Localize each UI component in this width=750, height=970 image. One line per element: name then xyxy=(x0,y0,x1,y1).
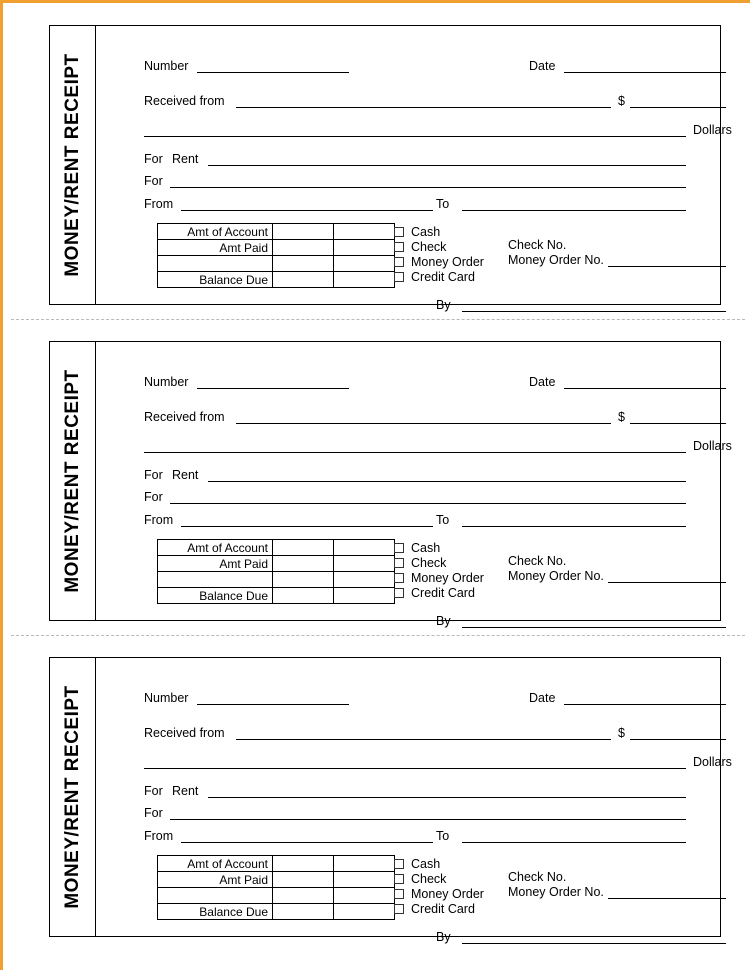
payment-option-label: Credit Card xyxy=(411,585,475,600)
from-label: From xyxy=(144,829,174,843)
checkbox-icon[interactable] xyxy=(394,242,404,252)
checkbox-icon[interactable] xyxy=(394,272,404,282)
date-input[interactable] xyxy=(564,704,726,705)
balance-due-cents[interactable] xyxy=(334,588,395,604)
by-input[interactable] xyxy=(462,943,726,944)
checkbox-icon[interactable] xyxy=(394,573,404,583)
amount-input[interactable] xyxy=(630,107,726,108)
received-from-label: Received from xyxy=(144,726,225,740)
receipt-title-strip xyxy=(50,342,96,620)
blank-row-label xyxy=(158,888,273,904)
checkbox-icon[interactable] xyxy=(394,227,404,237)
number-label: Number xyxy=(144,691,189,705)
payment-option-credit-card[interactable] xyxy=(394,585,484,600)
for-label: For xyxy=(144,490,163,504)
payment-option-label: Credit Card xyxy=(411,269,475,284)
amt-of-account-label: Amt of Account xyxy=(158,224,273,240)
table-row xyxy=(158,272,395,288)
amt-paid-label: Amt Paid xyxy=(158,556,273,572)
blank-row-label xyxy=(158,572,273,588)
from-label: From xyxy=(144,197,174,211)
payment-option-label: Check xyxy=(411,555,447,570)
payment-option-label: Cash xyxy=(411,540,441,555)
blank-row-cents[interactable] xyxy=(334,256,395,272)
payment-option-label: Check xyxy=(411,239,447,254)
for-input[interactable] xyxy=(170,503,686,504)
amt-paid-label: Amt Paid xyxy=(158,240,273,256)
date-label: Date xyxy=(529,691,556,705)
amt-paid-dollars[interactable] xyxy=(273,556,334,572)
amount-words-input[interactable] xyxy=(144,136,686,137)
amt-of-account-cents[interactable] xyxy=(334,540,395,556)
receipt-1 xyxy=(49,25,732,312)
dollar-sign-label: $ xyxy=(618,410,625,424)
number-label: Number xyxy=(144,375,189,389)
amt-of-account-dollars[interactable] xyxy=(273,540,334,556)
checkbox-icon[interactable] xyxy=(394,588,404,598)
amt-of-account-cents[interactable] xyxy=(334,856,395,872)
for-rent-input[interactable] xyxy=(208,165,686,166)
for-label: For xyxy=(144,174,163,188)
amount-table xyxy=(157,539,395,604)
for-rent-label: Rent xyxy=(172,468,199,482)
dollars-label: Dollars xyxy=(693,755,732,769)
balance-due-cents[interactable] xyxy=(334,272,395,288)
date-label: Date xyxy=(529,375,556,389)
by-label: By xyxy=(436,614,451,628)
received-from-label: Received from xyxy=(144,94,225,108)
check-no-label: Check No. xyxy=(508,554,567,568)
money-order-no-input[interactable] xyxy=(608,898,726,899)
to-label: To xyxy=(436,197,450,211)
receipt-body xyxy=(96,26,732,312)
payment-option-label: Credit Card xyxy=(411,901,475,916)
balance-due-dollars[interactable] xyxy=(273,588,334,604)
payment-methods xyxy=(394,856,484,916)
receipt-2 xyxy=(49,341,732,628)
table-row xyxy=(158,556,395,572)
amount-table xyxy=(157,223,395,288)
table-row xyxy=(158,904,395,920)
balance-due-dollars[interactable] xyxy=(273,272,334,288)
checkbox-icon[interactable] xyxy=(394,558,404,568)
payment-option-check[interactable] xyxy=(394,871,484,886)
checkbox-icon[interactable] xyxy=(394,543,404,553)
payment-option-label: Money Order xyxy=(411,570,484,585)
table-row xyxy=(158,872,395,888)
table-row xyxy=(158,856,395,872)
tear-line-2 xyxy=(11,635,745,636)
payment-methods xyxy=(394,224,484,284)
to-input[interactable] xyxy=(462,210,686,211)
blank-row-dollars[interactable] xyxy=(273,256,334,272)
for-rent-prefix-label: For xyxy=(144,468,163,482)
check-no-label: Check No. xyxy=(508,870,567,884)
blank-row-dollars[interactable] xyxy=(273,572,334,588)
amount-words-input[interactable] xyxy=(144,452,686,453)
received-from-label: Received from xyxy=(144,410,225,424)
table-row xyxy=(158,240,395,256)
balance-due-dollars[interactable] xyxy=(273,904,334,920)
number-label: Number xyxy=(144,59,189,73)
from-input[interactable] xyxy=(181,842,433,843)
payment-option-label: Check xyxy=(411,871,447,886)
date-input[interactable] xyxy=(564,72,726,73)
payment-option-label: Money Order xyxy=(411,254,484,269)
received-from-input[interactable] xyxy=(236,739,611,740)
receipt-body xyxy=(96,342,732,628)
payment-option-cash[interactable] xyxy=(394,224,484,239)
money-order-no-label: Money Order No. xyxy=(508,569,604,583)
number-input[interactable] xyxy=(197,388,349,389)
by-input[interactable] xyxy=(462,627,726,628)
payment-option-money-order[interactable] xyxy=(394,570,484,585)
payment-option-cash[interactable] xyxy=(394,540,484,555)
check-no-label: Check No. xyxy=(508,238,567,252)
for-rent-prefix-label: For xyxy=(144,152,163,166)
amount-table xyxy=(157,855,395,920)
receipt-title: MONEY/RENT RECEIPT xyxy=(61,369,83,593)
number-input[interactable] xyxy=(197,72,349,73)
tear-line-1 xyxy=(11,319,745,320)
receipt-title-strip xyxy=(50,26,96,304)
payment-option-cash[interactable] xyxy=(394,856,484,871)
from-input[interactable] xyxy=(181,526,433,527)
dollars-label: Dollars xyxy=(693,439,732,453)
table-row xyxy=(158,888,395,904)
receipt-3 xyxy=(49,657,732,944)
balance-due-cents[interactable] xyxy=(334,904,395,920)
payment-option-credit-card[interactable] xyxy=(394,269,484,284)
money-order-no-input[interactable] xyxy=(608,582,726,583)
table-row xyxy=(158,256,395,272)
balance-due-label: Balance Due xyxy=(158,272,273,288)
payment-option-credit-card[interactable] xyxy=(394,901,484,916)
from-label: From xyxy=(144,513,174,527)
payment-option-label: Cash xyxy=(411,856,441,871)
amt-of-account-label: Amt of Account xyxy=(158,540,273,556)
for-input[interactable] xyxy=(170,819,686,820)
amt-paid-cents[interactable] xyxy=(334,872,395,888)
to-label: To xyxy=(436,829,450,843)
for-rent-prefix-label: For xyxy=(144,784,163,798)
amt-of-account-dollars[interactable] xyxy=(273,224,334,240)
amt-of-account-label: Amt of Account xyxy=(158,856,273,872)
to-label: To xyxy=(436,513,450,527)
by-label: By xyxy=(436,298,451,312)
amt-paid-label: Amt Paid xyxy=(158,872,273,888)
table-row xyxy=(158,540,395,556)
balance-due-label: Balance Due xyxy=(158,588,273,604)
payment-methods xyxy=(394,540,484,600)
blank-row-dollars[interactable] xyxy=(273,888,334,904)
receipt-body xyxy=(96,658,732,944)
amt-paid-dollars[interactable] xyxy=(273,872,334,888)
for-rent-label: Rent xyxy=(172,152,199,166)
received-from-input[interactable] xyxy=(236,107,611,108)
amt-of-account-cents[interactable] xyxy=(334,224,395,240)
blank-row-cents[interactable] xyxy=(334,888,395,904)
to-input[interactable] xyxy=(462,526,686,527)
date-input[interactable] xyxy=(564,388,726,389)
checkbox-icon[interactable] xyxy=(394,889,404,899)
checkbox-icon[interactable] xyxy=(394,904,404,914)
amt-paid-cents[interactable] xyxy=(334,556,395,572)
table-row xyxy=(158,572,395,588)
receipt-title: MONEY/RENT RECEIPT xyxy=(61,53,83,277)
amt-of-account-dollars[interactable] xyxy=(273,856,334,872)
balance-due-label: Balance Due xyxy=(158,904,273,920)
receipt-title-strip xyxy=(50,658,96,936)
by-input[interactable] xyxy=(462,311,726,312)
table-row xyxy=(158,224,395,240)
money-order-no-input[interactable] xyxy=(608,266,726,267)
dollar-sign-label: $ xyxy=(618,726,625,740)
dollar-sign-label: $ xyxy=(618,94,625,108)
to-input[interactable] xyxy=(462,842,686,843)
for-rent-input[interactable] xyxy=(208,797,686,798)
received-from-input[interactable] xyxy=(236,423,611,424)
payment-option-check[interactable] xyxy=(394,555,484,570)
receipt-sheet xyxy=(11,9,745,965)
by-label: By xyxy=(436,930,451,944)
for-label: For xyxy=(144,806,163,820)
receipt-title: MONEY/RENT RECEIPT xyxy=(61,685,83,909)
dollars-label: Dollars xyxy=(693,123,732,137)
for-rent-input[interactable] xyxy=(208,481,686,482)
amt-paid-cents[interactable] xyxy=(334,240,395,256)
for-rent-label: Rent xyxy=(172,784,199,798)
payment-option-money-order[interactable] xyxy=(394,886,484,901)
checkbox-icon[interactable] xyxy=(394,257,404,267)
payment-option-label: Cash xyxy=(411,224,441,239)
number-input[interactable] xyxy=(197,704,349,705)
money-order-no-label: Money Order No. xyxy=(508,253,604,267)
amount-words-input[interactable] xyxy=(144,768,686,769)
date-label: Date xyxy=(529,59,556,73)
checkbox-icon[interactable] xyxy=(394,859,404,869)
amount-input[interactable] xyxy=(630,423,726,424)
money-order-no-label: Money Order No. xyxy=(508,885,604,899)
payment-option-check[interactable] xyxy=(394,239,484,254)
for-input[interactable] xyxy=(170,187,686,188)
table-row xyxy=(158,588,395,604)
from-input[interactable] xyxy=(181,210,433,211)
amount-input[interactable] xyxy=(630,739,726,740)
blank-row-label xyxy=(158,256,273,272)
payment-option-label: Money Order xyxy=(411,886,484,901)
checkbox-icon[interactable] xyxy=(394,874,404,884)
payment-option-money-order[interactable] xyxy=(394,254,484,269)
amt-paid-dollars[interactable] xyxy=(273,240,334,256)
blank-row-cents[interactable] xyxy=(334,572,395,588)
